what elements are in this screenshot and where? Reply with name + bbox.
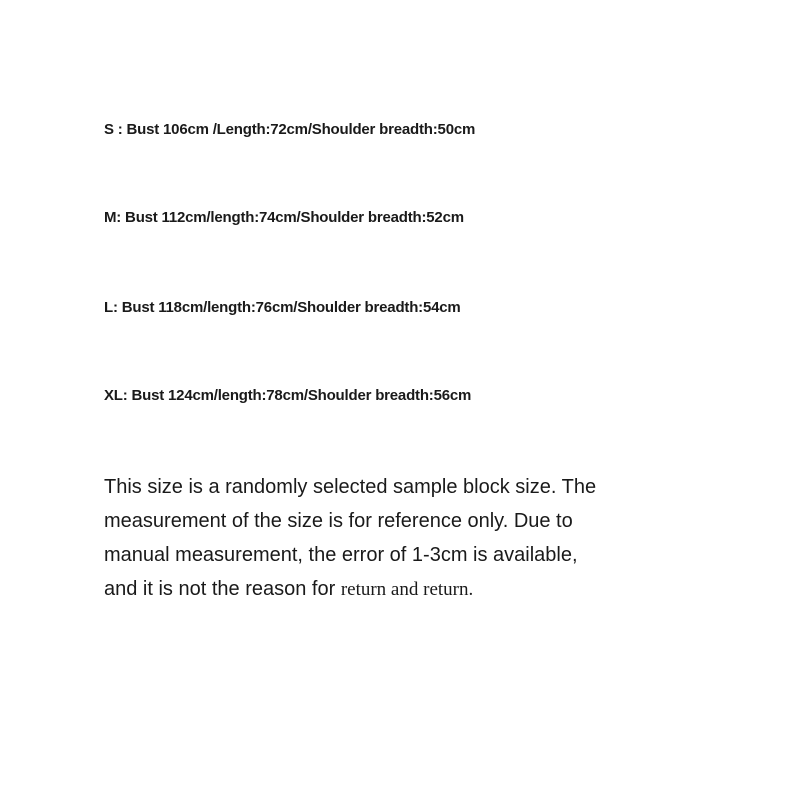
disclaimer-line-1: This size is a randomly selected sample block size. The [104, 476, 597, 498]
disclaimer-line-4-main: and it is not the reason for [104, 578, 341, 600]
measurement-disclaimer [104, 470, 764, 606]
size-s-measurements: S : Bust 106cm /Length:72cm/Shoulder breadth:50cm [104, 121, 476, 138]
size-xl-measurements: XL: Bust 124cm/length:78cm/Shoulder breadth:56cm [104, 387, 472, 404]
size-l-measurements: L: Bust 118cm/length:76cm/Shoulder breadth:54cm [104, 299, 461, 316]
disclaimer-line-2: measurement of the size is for reference only. Due to [104, 510, 573, 532]
size-m-measurements: M: Bust 112cm/length:74cm/Shoulder breadth:52cm [104, 209, 464, 226]
disclaimer-line-4-tail: return and return. [340, 579, 474, 600]
disclaimer-line-4 [104, 572, 764, 606]
disclaimer-line-3: manual measurement, the error of 1-3cm is available, [104, 544, 578, 566]
